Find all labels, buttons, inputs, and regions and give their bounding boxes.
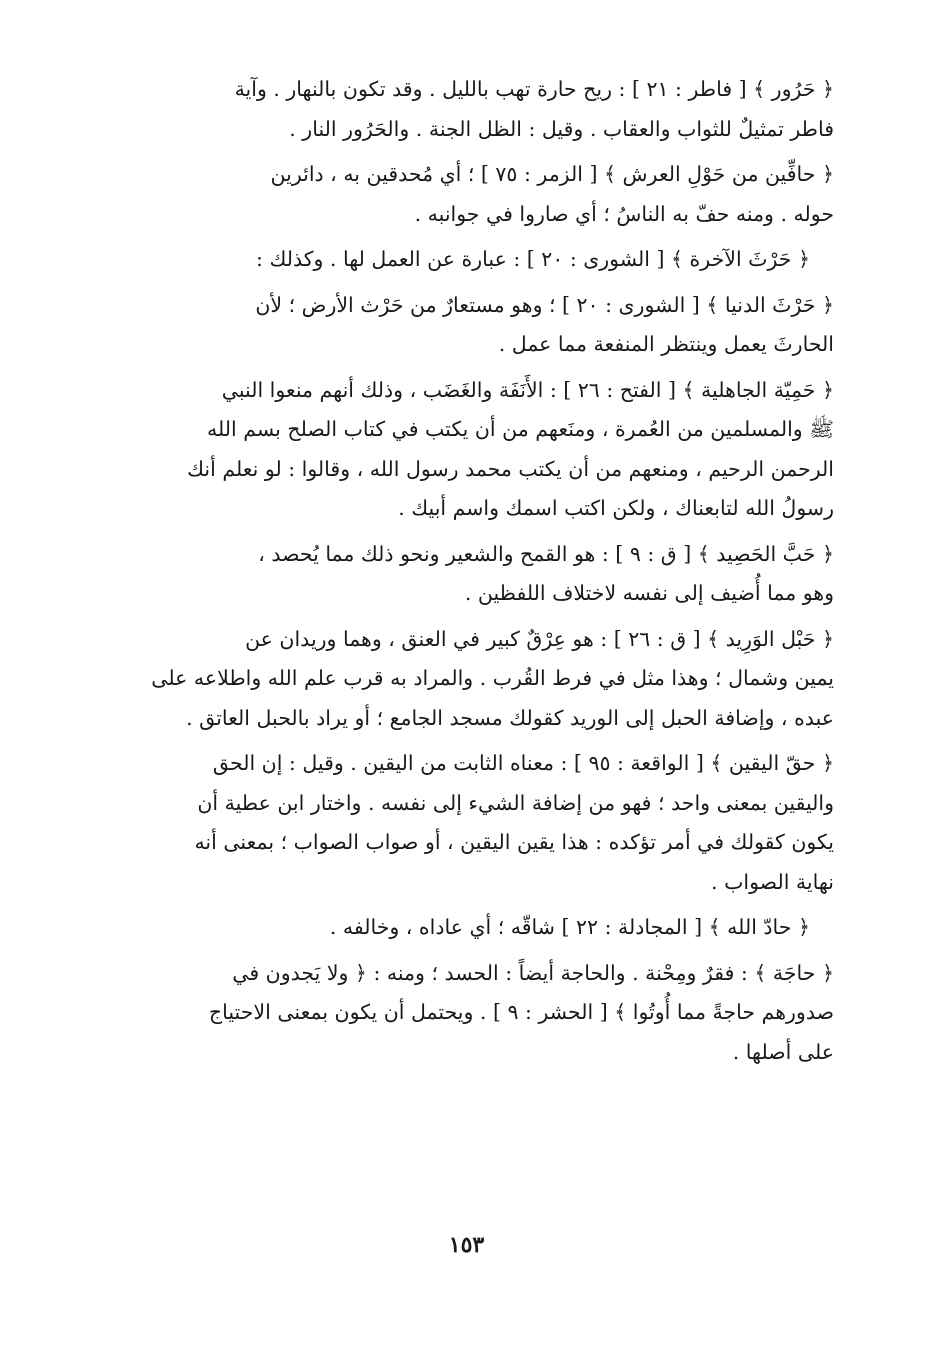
entry-hamiyya: [128, 371, 834, 529]
text-line: ﴿ حَرُور ﴾ [ فاطر : ٢١ ] : ريح حارة تهب بالليل . وقد تكون بالنهار . وآية: [234, 77, 834, 101]
text-line: واليقين بمعنى واحد ؛ فهو من إضافة الشيء إلى نفسه . واختار ابن عطية أن: [197, 790, 834, 815]
entry-habl-warid: [128, 620, 834, 739]
text-line: ﴿ حَمِيّة الجاهلية ﴾ [ الفتح : ٢٦ ] : الأَنَفَة والغَضَب ، وذلك أنهم منعوا النبي: [221, 377, 834, 402]
text-line: حوله . ومنه حفّ به الناسُ ؛ أي صاروا في جوانبه .: [414, 201, 834, 226]
text-line: على أصلها .: [732, 1039, 834, 1064]
text-line: ﴿ حافِّين من حَوْلِ العرش ﴾ [ الزمر : ٧٥ ] ؛ أي مُحدقين به ، دائرين: [270, 162, 834, 186]
text-line: فاطر تمثيلٌ للثواب والعقاب . وقيل : الظل الجنة . والحَرُور النار .: [289, 116, 834, 141]
entry-haja: [128, 954, 834, 1073]
text-line: ﴿ حادّ الله ﴾ [ المجادلة : ٢٢ ] شاقّه ؛ أي عاداه ، وخالفه .: [329, 915, 810, 939]
entry-haffin: [128, 155, 834, 234]
entry-hadda: [128, 908, 834, 948]
entry-harth-akhira: [128, 240, 834, 280]
text-line: الحارثَ يعمل وينتظر المنفعة مما عمل .: [498, 332, 834, 356]
text-line: الرحمن الرحيم ، ومنعهم من أن يكتب محمد رسول الله ، وقالوا : لو نعلم أنك: [187, 456, 834, 481]
page-body: [128, 70, 834, 1078]
entry-haqq-yaqin: [128, 744, 834, 902]
text-line: يمين وشمال ؛ وهذا مثل في فرط القُرب . والمراد به قرب علم الله واطلاعه على: [151, 666, 834, 690]
text-line: وهو مما أُضيف إلى نفسه لاختلاف اللفظين .: [464, 581, 834, 605]
text-line: ﴿ حَرْثَ الآخرة ﴾ [ الشورى : ٢٠ ] : عبارة عن العمل لها . وكذلك :: [256, 247, 810, 271]
entry-harur: [128, 70, 834, 149]
text-line: ﴿ حَبْل الوَرِيد ﴾ [ ق : ٢٦ ] : هو عِرْقٌ كبير في العنق ، وهما وريدان عن: [245, 626, 834, 651]
text-line: ﷺ والمسلمين من العُمرة ، ومنَعهم من أن يكتب في كتاب الصلح بسم الله: [206, 417, 834, 441]
text-line: ﴿ حَبَّ الحَصِيد ﴾ [ ق : ٩ ] : هو القمح والشعير ونحو ذلك مما يُحصد ،: [258, 541, 834, 566]
text-line: صدورهم حاجةً مما أُوتُوا ﴾ [ الحشر : ٩ ] . ويحتمل أن يكون بمعنى الاحتياج: [208, 1000, 834, 1024]
text-line: يكون كقولك في أمر تؤكده : هذا يقين اليقين ، أو صواب الصواب ؛ بمعنى أنه: [194, 830, 834, 854]
text-line: ﴿ حَرْثَ الدنيا ﴾ [ الشورى : ٢٠ ] ؛ وهو مستعارٌ من حَرْث الأرض ؛ لأن: [255, 292, 834, 317]
text-line: رسولُ الله لتابعناك ، ولكن اكتب اسمك واسم أبيك .: [398, 496, 834, 520]
text-line: نهاية الصواب .: [711, 869, 834, 894]
text-line: ﴿ حاجَة ﴾ : فقرٌ ومِحْنة . والحاجة أيضاً : الحسد ؛ ومنه : ﴿ ولا يَجدون في: [232, 960, 834, 985]
text-line: ﴿ حقّ اليقين ﴾ [ الواقعة : ٩٥ ] : معناه الثابت من اليقين . وقيل : إن الحق: [212, 751, 834, 775]
page-number: ١٥٣: [448, 1232, 485, 1258]
text-line: عبده ، وإضافة الحبل إلى الوريد كقولك مسجد الجامع ؛ أو يراد بالحبل العاتق .: [186, 705, 834, 730]
entry-harth-dunya: [128, 286, 834, 365]
entry-habb-hasid: [128, 535, 834, 614]
